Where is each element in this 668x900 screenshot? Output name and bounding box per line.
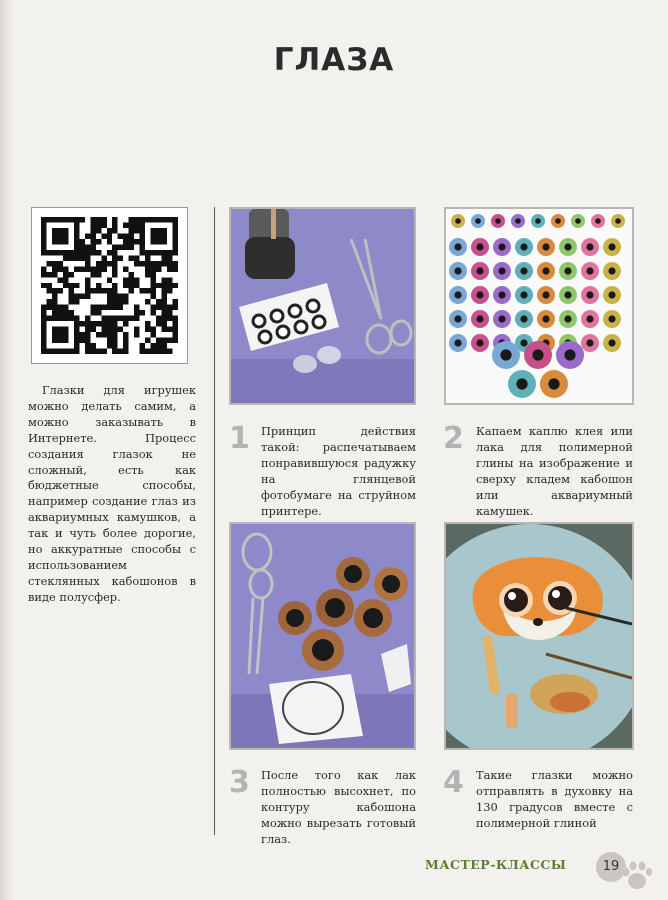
qr-code-icon <box>41 217 178 354</box>
step-3-text: После того как лак полностью высохнет, по контуру кабошона можно вырезать готовый глаз. <box>261 768 416 846</box>
step-1-photo <box>229 207 416 405</box>
paw-icon <box>618 860 652 892</box>
step-2-number: 2 <box>443 421 464 456</box>
step-3-number: 3 <box>229 765 250 800</box>
page-number: 19 <box>596 852 626 882</box>
step-4-number: 4 <box>443 765 464 800</box>
step-4-text: Такие глазки можно отправлять в духовку на 130 градусов вместе с полимерной глиной <box>476 768 633 830</box>
step-2-photo <box>444 207 634 405</box>
step-1-number: 1 <box>229 421 250 456</box>
step-3-photo <box>229 522 416 750</box>
column-divider <box>214 207 215 835</box>
page-gutter-shadow <box>0 0 14 900</box>
section-title: МАСТЕР-КЛАССЫ <box>425 857 567 872</box>
step-4-photo <box>444 522 634 750</box>
qr-code[interactable] <box>31 207 188 364</box>
page-title: ГЛАЗА <box>273 42 395 78</box>
step-2-text: Капаем каплю клея или лака для полимерной глины на изображение и сверху кладем кабошон или аквариумный камушек. <box>476 424 633 518</box>
intro-text: Глазки для игрушек можно делать самим, а можно заказывать в Интернете. Процесс создания глазок не сложный, есть как бюджетные способы, например создание глаз из аквариумных камушков, а так и чуть более дорогие, но аккуратные способы с использованием стеклянных кабошонов в виде полусфер. <box>28 383 196 604</box>
step-1-text: Принцип действия такой: распечатываем понравившуюся радужку на глянцевой фотобумаге на струйном принтере. <box>261 424 416 518</box>
